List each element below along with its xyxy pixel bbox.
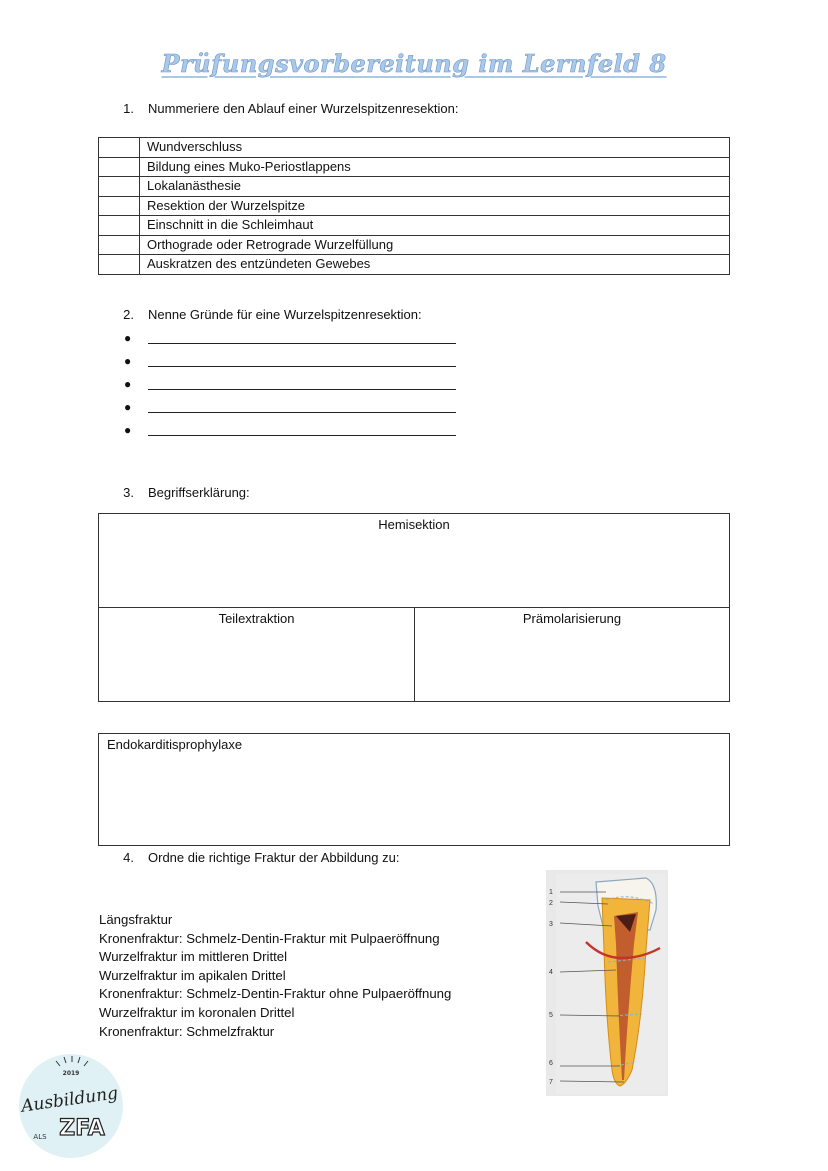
- sequence-row: [99, 216, 730, 236]
- bullet-icon: ●: [124, 423, 132, 437]
- bullet-icon: ●: [124, 377, 132, 391]
- q3-text: Begriffserklärung:: [148, 485, 250, 500]
- praemolarisierung-box[interactable]: [414, 607, 730, 702]
- answer-line[interactable]: [148, 389, 456, 390]
- fracture-item: Wurzelfraktur im mittleren Drittel: [99, 949, 288, 965]
- sequence-row: [99, 138, 730, 158]
- q2-text: Nenne Gründe für eine Wurzelspitzenresektion:: [148, 307, 422, 322]
- q2-number: 2.: [123, 307, 134, 322]
- sequence-step-text: Resektion der Wurzelspitze: [140, 196, 730, 216]
- sequence-number-cell[interactable]: [99, 216, 140, 236]
- answer-line[interactable]: [148, 435, 456, 436]
- teilextraktion-box[interactable]: [98, 607, 415, 702]
- q1-number: 1.: [123, 101, 134, 116]
- bullet-icon: ●: [124, 354, 132, 368]
- teilextraktion-label: Teilextraktion: [218, 611, 295, 626]
- page-title: Prüfungsvorbereitung im Lernfeld 8: [161, 49, 667, 78]
- answer-line[interactable]: [148, 366, 456, 367]
- sequence-row: [99, 255, 730, 275]
- sequence-step-text: Einschnitt in die Schleimhaut: [140, 216, 730, 236]
- logo-als: ALS: [33, 1133, 47, 1141]
- sequence-row: [99, 157, 730, 177]
- fracture-item: Wurzelfraktur im apikalen Drittel: [99, 967, 286, 983]
- endokarditis-label: Endokarditisprophylaxe: [107, 737, 243, 752]
- sequence-row: [99, 177, 730, 197]
- q3-number: 3.: [123, 485, 134, 500]
- fracture-item: Längsfraktur: [99, 912, 173, 927]
- bullet-icon: ●: [124, 331, 132, 345]
- figure-label: 6: [549, 1060, 553, 1067]
- q1-text: Nummeriere den Ablauf einer Wurzelspitzenresektion:: [148, 101, 459, 116]
- sequence-number-cell[interactable]: [99, 177, 140, 197]
- praemolarisierung-label: Prämolarisierung: [522, 611, 622, 626]
- sequence-number-cell[interactable]: [99, 196, 140, 216]
- sequence-number-cell[interactable]: [99, 157, 140, 177]
- fracture-item: Wurzelfraktur im koronalen Drittel: [99, 1004, 295, 1020]
- answer-line[interactable]: [148, 343, 456, 344]
- fracture-item: Kronenfraktur: Schmelzfraktur: [99, 1023, 275, 1039]
- sequence-number-cell[interactable]: [99, 138, 140, 158]
- figure-label: 2: [549, 900, 553, 907]
- sequence-step-text: Wundverschluss: [140, 138, 730, 158]
- answer-line[interactable]: [148, 412, 456, 413]
- figure-label: 4: [549, 969, 553, 976]
- figure-label: 1: [549, 889, 553, 896]
- logo-text-1: Ausbildung: [19, 1083, 120, 1117]
- sequence-step-text: Auskratzen des entzündeten Gewebes: [140, 255, 730, 275]
- logo-text-2: ZFA: [59, 1116, 105, 1141]
- figure-label: 5: [549, 1012, 553, 1019]
- sequence-step-text: Orthograde oder Retrograde Wurzelfüllung: [140, 235, 730, 255]
- bullet-icon: ●: [124, 400, 132, 414]
- logo-year: 2019: [62, 1070, 80, 1077]
- tooth-figure: [546, 870, 668, 1096]
- fracture-list: [99, 911, 451, 1041]
- fracture-item: Kronenfraktur: Schmelz-Dentin-Fraktur ohne Pulpaeröffnung: [99, 986, 452, 1002]
- hemisektion-label: Hemisektion: [378, 517, 450, 532]
- sequence-step-text: Bildung eines Muko-Periostlappens: [140, 157, 730, 177]
- fracture-item: Kronenfraktur: Schmelz-Dentin-Fraktur mit Pulpaeröffnung: [99, 930, 440, 946]
- hemisektion-box[interactable]: [98, 513, 730, 608]
- figure-label: 7: [549, 1079, 553, 1086]
- sequence-number-cell[interactable]: [99, 235, 140, 255]
- logo: [18, 1053, 124, 1159]
- sequence-number-cell[interactable]: [99, 255, 140, 275]
- q4-text: Ordne die richtige Fraktur der Abbildung zu:: [148, 850, 400, 865]
- q4-number: 4.: [123, 850, 134, 865]
- sequence-row: [99, 235, 730, 255]
- sequence-step-text: Lokalanästhesie: [140, 177, 730, 197]
- figure-label: 3: [549, 921, 553, 928]
- sequence-row: [99, 196, 730, 216]
- endokarditis-box[interactable]: [98, 733, 730, 846]
- sequence-table: [98, 137, 730, 275]
